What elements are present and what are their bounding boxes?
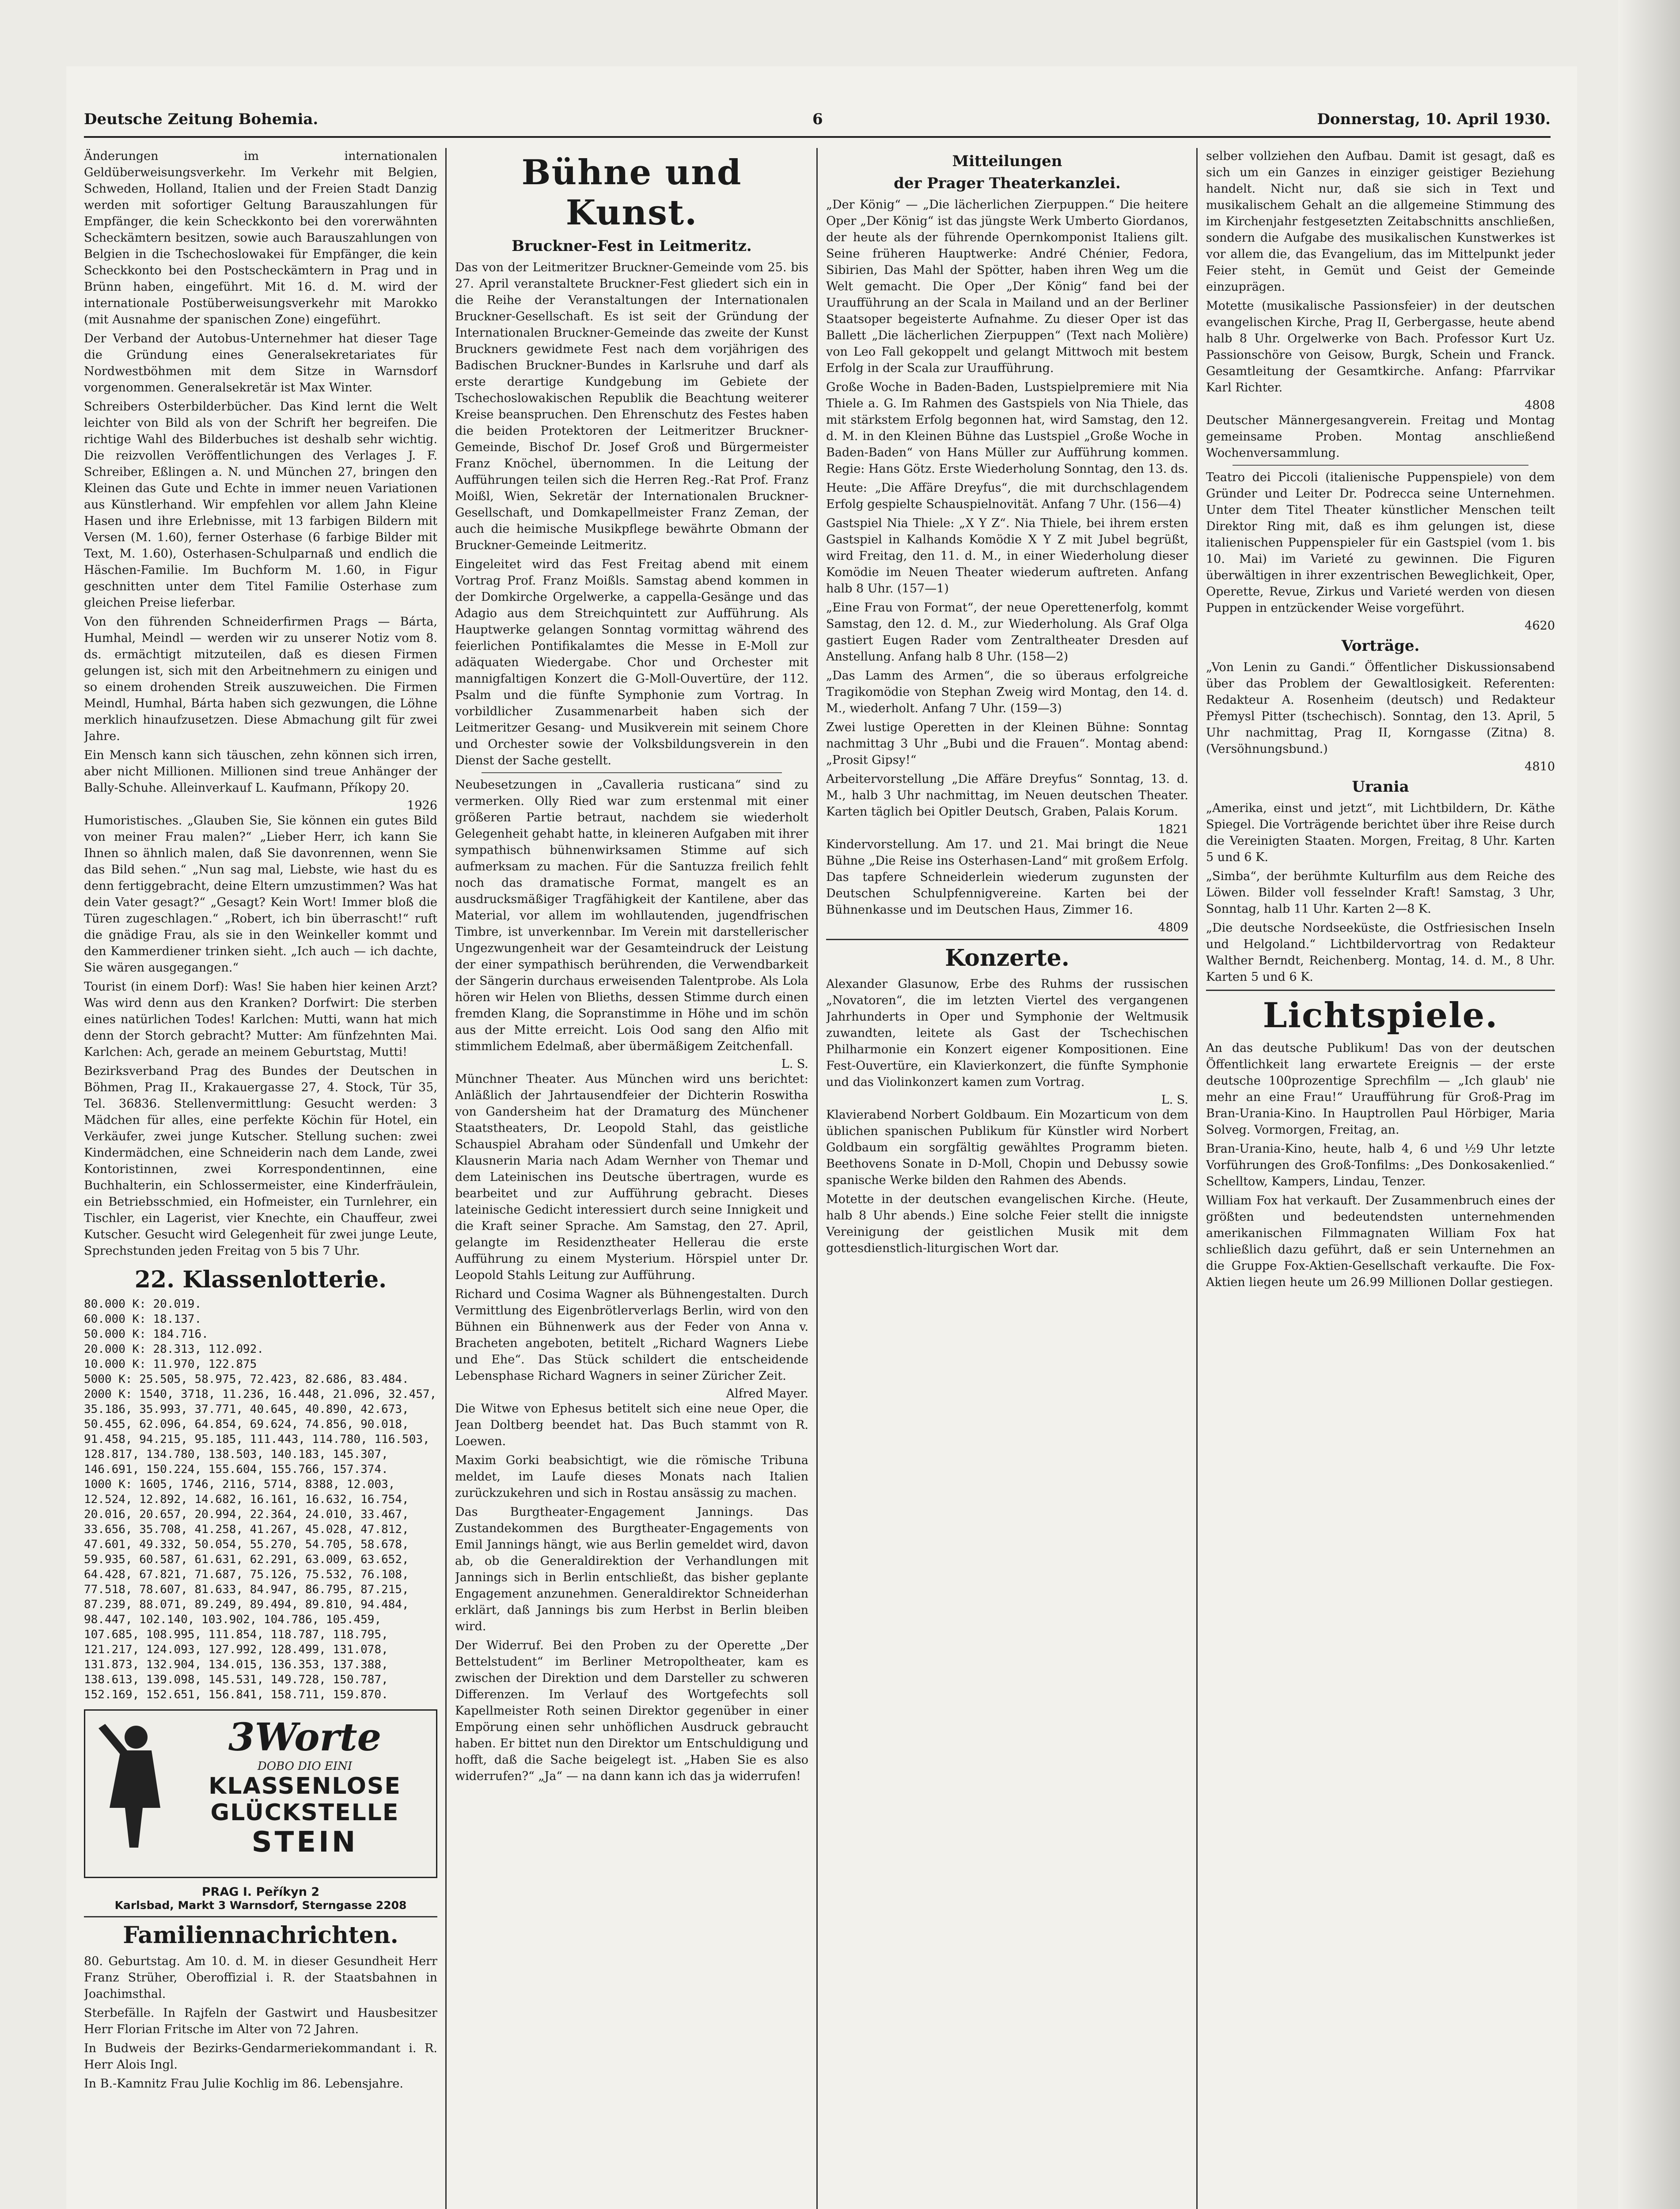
article: Maxim Gorki beabsichtigt, wie die römische Tribuna meldet, im Laufe dieses Monats nach Italien zurückzukehren und sich in Rostau ansässig zu machen. — [455, 1454, 808, 1500]
notice-number: 4809 — [1158, 921, 1188, 934]
rule — [84, 1916, 437, 1917]
section-heading-vortraege: Vorträge. — [1341, 637, 1420, 655]
article: Die Witwe von Ephesus betitelt sich eine neue Oper, die Jean Doltberg beendet hat. Das Buch stammt von R. Loewen. — [455, 1402, 808, 1448]
article: „Eine Frau von Format“, der neue Operettenerfolg, kommt Samstag, den 12. d. M., zur Wiederholung. Als Graf Olga gastiert Eugen Rader vom Zentraltheater Dresden auf Anstellung. Anfang halb 8 Uhr. (158—2) — [826, 601, 1188, 664]
article: Münchner Theater. Aus München wird uns berichtet: Anläßlich der Jahrtausendfeier der Dichterin Roswitha von Gandersheim hat der Dramaturg des Münchener Staatstheaters, Dr. Leopold Stahl, das geistliche Schauspiel Abraham oder Sündenfall und Umkehr der Klausnerin Maria nach Adam Wernher von Themar und dem Lateinischen ins Deutsche übertragen, wurde es bearbeitet und zur Aufführung gebracht. Dieses lateinische Gedicht interessiert durch seine Innigkeit und die Kraft seiner Sprache. Am Samstag, den 27. April, gelangte im Residenztheater Hellerau die erste Aufführung zu einem Mysterium. Hörspiel unter Dr. Leopold Stahls Leitung zur Aufführung. — [455, 1072, 808, 1282]
stein-lottery-advertisement — [84, 1709, 437, 1878]
notice: 80. Geburtstag. Am 10. d. M. in dieser Gesundheit Herr Franz Strüher, Oberoffizial i. R. der Staatsbahnen in Joachimsthal. — [84, 1955, 437, 2001]
column-divider — [816, 148, 818, 2209]
section-heading-mitteilungen: Mitteilungen — [952, 152, 1062, 170]
article: „Der König“ — „Die lächerlichen Zierpuppen.“ Die heitere Oper „Der König“ ist das jüngste Werk Umberto Giordanos, der heute als der führende Opernkomponist Italiens gilt. Seine früheren Hauptwerke: André Chénier, Fedora, Sibirien, Das Mahl der Spötter, haben ihren Weg um die Welt gemacht. Die Oper „Der König“ fand bei der Uraufführung an der Scala in Mailand und an der Berliner Staatsoper begeisterte Aufnahme. Zu dieser Oper ist das Ballett „Die lächerlichen Zierpuppen“ (Text nach Molière) von Leo Fall gekoppelt und gelangt Mittwoch mit bestem Erfolg in der Scala zur Uraufführung. — [826, 198, 1188, 375]
lottery-line: 60.000 K: 18.137. — [84, 1313, 202, 1326]
article: Das Burgtheater-Engagement Jannings. Das Zustandekommen des Burgtheater-Engagements von Emil Jannings hängt, wie aus Berlin gemeldet wird, davon ab, ob die Generaldirektion der Verhandlungen mit Jannings sich in Berlin entschließt, das bisher geplante Engagement anzunehmen. Generaldirektor Schneiderhan erklärt, daß Jannings bis zum Herbst in Berlin bleiben wird. — [455, 1505, 808, 1633]
column-2 — [455, 148, 808, 2209]
article: Arbeitervorstellung „Die Affäre Dreyfus“ Sonntag, 13. d. M., halb 3 Uhr nachmittag, im Neuen deutschen Theater. Karten täglich bei Opitler Deutsch, Graben, Palais Korum. — [826, 772, 1188, 819]
article: Gastspiel Nia Thiele: „X Y Z“. Nia Thiele, bei ihrem ersten Gastspiel in Kalhands Komödie X Y Z mit Jubel begrüßt, wird Freitag, den 11. d. M., in einer Wiederholung dieser Komödie im Neuen Theater wiederum auftreten. Anfang halb 8 Uhr. (157—1) — [826, 516, 1188, 596]
scan-margin — [1618, 0, 1680, 2209]
column-1 — [84, 148, 437, 2209]
newspaper-name: Deutsche Zeitung Bohemia. — [84, 110, 319, 128]
section-heading-buehne: Bühne und Kunst. — [521, 152, 742, 233]
column-divider — [445, 148, 447, 2209]
article: William Fox hat verkauft. Der Zusammenbruch eines der größten und bedeutendsten unternehmenden amerikanischen Filmmagnaten William Fox hat schließlich dazu geführt, daß er sein Unternehmen an die Gruppe Fox-Aktien-Gesellschaft verkaufte. Die Fox-Aktien liegen heute um 26.99 Millionen Dollar gestiegen. — [1206, 1194, 1555, 1289]
rule — [482, 772, 782, 773]
rule — [1233, 465, 1528, 466]
article: Humoristisches. „Glauben Sie, Sie können ein gutes Bild von meiner Frau malen?“ „Lieber Herr, ich kann Sie Ihnen so ähnlich malen, daß Sie davonrennen, wenn Sie das Bild sehen.“ „Nun sag mal, Liebste, wie hast du es denn fertiggebracht, deine Eltern umzustimmen? Was hat dein Vater gesagt?“ „Gesagt? Kein Wort! Immer bloß die Türen zugeschlagen.“ „Robert, ich bin überrascht!“ ruft die gnädige Frau, als sie in den Weinkeller kommt und den Kammerdiener trinken sieht. „Ich auch — ich dachte, Sie wären ausgegangen.“ — [84, 814, 437, 975]
article: „Amerika, einst und jetzt“, mit Lichtbildern, Dr. Käthe Spiegel. Die Vorträgende berichtet über ihre Reise durch die Vereinigten Staaten. Morgen, Freitag, 8 Uhr. Karten 5 und 6 K. — [1206, 801, 1555, 864]
column-3 — [826, 148, 1188, 2209]
notice-number: 4810 — [1525, 760, 1555, 774]
lottery-line: 50.000 K: 184.716. — [84, 1328, 209, 1341]
notice-number: 1821 — [1158, 823, 1188, 836]
lottery-line: 5000 K: 25.505, 58.975, 72.423, 82.686, 83.484. — [84, 1373, 409, 1386]
newspaper-page — [66, 66, 1577, 2209]
section-subheading: der Prager Theaterkanzlei. — [894, 175, 1121, 192]
lottery-results — [84, 1297, 437, 1702]
rule — [1206, 990, 1555, 991]
article: Änderungen im internationalen Geldüberweisungsverkehr. Im Verkehr mit Belgien, Schweden, Holland, Italien und der Freien Stadt Danzig werden mit sofortiger Geltung Barauszahlungen für Empfänger, die kein Scheckkonto bei den vorerwähnten Scheckämtern besitzen, sowie auch Barauszahlungen von Belgien in die Tschechoslowakei für Empfänger, die kein Scheckkonto bei den Postscheckämtern in Prag und in Brünn haben, eingeführt. Mit 16. d. M. wird der internationale Postüberweisungsverkehr mit Marokko (mit Ausnahme der spanischen Zone) eingeführt. — [84, 149, 437, 326]
article: Neubesetzungen in „Cavalleria rusticana“ sind zu vermerken. Olly Ried war zum erstenmal mit einer größeren Partie betraut, nachdem sie wiederholt Gelegenheit gehabt hatte, in kleineren Aufgaben mit ihrer sympathisch bühnenwirksamen Stimme auf sich aufmerksam zu machen. Für die Santuzza freilich fehlt noch das dramatische Format, mangelt es an ausdrucksmäßiger Tragfähigkeit der Kantilene, aber das Material, vor allem im wohllautenden, jugendfrischen Timbre, ist unverkennbar. Im Verein mit darstellerischer Ungezwungenheit war der Gesamteindruck der Leistung der einer sympathisch berührenden, die Verwendbarkeit der Sängerin durchaus erweisenden Talentprobe. Als Lola hören wir Helen von Blieths, dessen Stimme durch einen fremden Klang, die Sopranstimme in Höhe und im schön aus der Mitte erreicht. Lois Ood sang den Alfio mit stimmlichem Edelmaß, aber übermäßigem Zeitchenfall. — [455, 778, 808, 1053]
ad-address: Karlsbad, Markt 3 Warnsdorf, Sterngasse 2208 — [114, 1899, 407, 1912]
article: Von den führenden Schneiderfirmen Prags — Bárta, Humhal, Meindl — werden wir zu unserer Notiz vom 8. ds. ermächtigt mitzuteilen, daß es diesen Firmen gelungen ist, sich mit den Arbeitnehmern zu einigen und so einem drohenden Streik auszuweichen. Die Firmen Meindl, Humhal, Bárta haben sich gezwungen, die Löhne merklich hinaufzusetzen. Diese Abmachung gilt für zwei Jahre. — [84, 615, 437, 743]
ad-line: GLÜCKSTELLE — [210, 1799, 399, 1826]
article: Eingeleitet wird das Fest Freitag abend mit einem Vortrag Prof. Franz Moißls. Samstag abend kommen in der Domkirche Orgelwerke, a cappella-Gesänge und das Adagio aus dem Streichquintett zur Aufführung. Als Hauptwerke gelangen Sonntag vormittag während des feierlichen Pontifikalamtes die Messe in E-Moll zur adäquaten Wiedergabe. Chor und Orchester mit mannigfaltigen Konzert die G-Moll-Ouvertüre, der 112. Psalm und die fünfte Symphonie zum Vortrag. In vorbildlicher Zusammenarbeit haben sich der Leitmeritzer Gesang- und Musikverein mit seinem Chore und Orchester sowie der Volksbildungsverein in den Dienst der Sache gestellt. — [455, 558, 808, 767]
article: Zwei lustige Operetten in der Kleinen Bühne: Sonntag nachmittag 3 Uhr „Bubi und die Frauen“. Montag abend: „Prosit Gipsy!“ — [826, 721, 1188, 767]
lottery-line: 20.000 K: 28.313, 112.092. — [84, 1343, 264, 1356]
notice-number: 4808 — [1525, 399, 1555, 412]
notice-number: 4620 — [1525, 619, 1555, 633]
article: Richard und Cosima Wagner als Bühnengestalten. Durch Vermittlung des Eigenbrötlerverlags Berlin, wird von den Bühnen ein Bühnenwerk aus der Feder von Anna v. Bracheten angeboten, betitelt „Richard Wagners Liebe und Ehe“. Das Stück schildert die entscheidende Lebensphase Richard Wagners in seiner Züricher Zeit. — [455, 1287, 808, 1383]
article: „Simba“, der berühmte Kulturfilm aus dem Reiche des Löwen. Bilder voll fesselnder Kraft! Samstag, 3 Uhr, Sonntag, halb 11 Uhr. Karten 2—8 K. — [1206, 869, 1555, 916]
lottery-line: 80.000 K: 20.019. — [84, 1298, 202, 1311]
article: Kindervorstellung. Am 17. und 21. Mai bringt die Neue Bühne „Die Reise ins Osterhasen-Land“ mit großem Erfolg. Das tapfere Schneiderlein wiederum zugunsten der Deutschen Schulpfennigvereine. Karten bei der Bühnenkasse und im Deutschen Haus, Zimmer 16. — [826, 838, 1188, 917]
ad-brand: STEIN — [251, 1826, 358, 1859]
article: Motette (musikalische Passionsfeier) in der deutschen evangelischen Kirche, Prag II, Gerbergasse, heute abend halb 8 Uhr. Orgelwerke von Bach. Professor Kurt Uz. Passionschöre von Geisow, Burgk, Schein und Franck. Gesamtleitung der Gesamtkirche. Anfang: Pfarrvikar Karl Richter. — [1206, 299, 1555, 395]
article: Bran-Urania-Kino, heute, halb 4, 6 und ½9 Uhr letzte Vorführungen des Groß-Tonfilms: „Des Donkosakenlied.“ Schelltow, Kampers, Lindau, Tenzer. — [1206, 1142, 1555, 1188]
ad-subline: DOBO DIO EINI — [257, 1760, 353, 1773]
article: Motette in der deutschen evangelischen Kirche. (Heute, halb 8 Uhr abends.) Eine solche Feier stellt die innigste Vereinigung der geistlichen Musik mit dem gottesdienstlich-liturgischen Wort dar. — [826, 1192, 1188, 1255]
ad-address: PRAG I. Peříkyn 2 — [201, 1885, 320, 1899]
ad-text-block — [178, 1715, 432, 1859]
notice: Sterbefälle. In Rajfeln der Gastwirt und Hausbesitzer Herr Florian Fritsche im Alter von 72 Jahren. — [84, 2006, 437, 2036]
notice: In B.-Kamnitz Frau Julie Kochlig im 86. Lebensjahre. — [84, 2077, 403, 2091]
article: Teatro dei Piccoli (italienische Puppenspiele) von dem Gründer und Leiter Dr. Podrecca seine Unternehmen. Unter dem Titel Theater künstlicher Menschen teilt Direktor Ring mit, daß es ihm gelungen ist, diese italienischen Puppenspieler für ein Gastspiel (vom 1. bis 10. Mai) im Varieté zu gewinnen. Die Figuren überwältigen in ihrer exzentrischen Beweglichkeit, Oper, Operette, Revue, Zirkus und Varieté werden von diesen Puppen in entzückender Weise vorgeführt. — [1206, 471, 1555, 615]
column-divider — [1196, 148, 1198, 2209]
notice: In Budweis der Bezirks-Gendarmeriekommandant i. R. Herr Alois Ingl. — [84, 2042, 437, 2072]
section-heading-lichtspiele: Lichtspiele. — [1263, 995, 1498, 1036]
section-heading-family: Familiennachrichten. — [123, 1922, 398, 1949]
ad-headline: 3Worte — [228, 1715, 382, 1760]
article: Deutscher Männergesangverein. Freitag und Montag gemeinsame Proben. Montag anschließend Wochenversammlung. — [1206, 414, 1555, 460]
article: Klavierabend Norbert Goldbaum. Ein Mozarticum von dem üblichen spanischen Publikum für Künstler wird Norbert Goldbaum ein sorgfältig gewähltes Programm bieten. Beethovens Sonate in D-Moll, Chopin und Debussy sowie spanische Werke bilden den Rahmen des Abends. — [826, 1108, 1188, 1187]
issue-date: Donnerstag, 10. April 1930. — [1317, 110, 1551, 128]
article: Tourist (in einem Dorf): Was! Sie haben hier keinen Arzt? Was wird denn aus den Kranken? Dorfwirt: Die sterben eines natürlichen Todes! Karlchen: Mutti, wann hat mich denn der Storch gebracht? Mutter: Am fünfzehnten Mai. Karlchen: Ach, gerade an meinem Geburtstag, Mutti! — [84, 980, 437, 1059]
article: „Die deutsche Nordseeküste, die Ostfriesischen Inseln und Helgoland.“ Lichtbildervortrag von Redakteur Walther Berndt, Reichenberg. Montag, 14. d. M., 8 Uhr. Karten 5 und 6 K. — [1206, 921, 1555, 984]
article: Der Verband der Autobus-Unternehmer hat dieser Tage die Gründung eines Generalsekretariates für Nordwestböhmen mit dem Sitze in Warnsdorf vorgenommen. Generalsekretär ist Max Winter. — [84, 332, 437, 395]
article: Der Widerruf. Bei den Proben zu der Operette „Der Bettelstudent“ im Berliner Metropoltheater, kam es zwischen der Direktion und dem Darsteller zu schweren Differenzen. Im Verlauf des Wortgefechts soll Kapellmeister Roth seinen Direktor gegenüber in einer Empörung einen sehr unhöflichen Ausdruck gebraucht haben. Er bittet nun den Direktor um Entschuldigung und hofft, daß die Sache beigelegt ist. „Haben Sie es also widerrufen?“ „Ja“ — na dann kann ich das ja widerrufen! — [455, 1639, 808, 1783]
article: Heute: „Die Affäre Dreyfus“, die mit durchschlagendem Erfolg gespielte Schauspielnovität. Anfang 7 Uhr. (156—4) — [826, 481, 1188, 511]
lottery-line: 10.000 K: 11.970, 122.875 — [84, 1358, 257, 1371]
rule — [826, 939, 1188, 940]
article: An das deutsche Publikum! Das von der deutschen Öffentlichkeit lang erwartete Ereignis — der erste deutsche 100prozentige Sprechfilm — „Ich glaub' nie mehr an eine Frau!“ Uraufführung für Groß-Prag im Bran-Urania-Kino. In Hauptrollen Paul Hörbiger, Maria Solveg. Vormorgen, Freitag, an. — [1206, 1041, 1555, 1137]
header-rule — [84, 136, 1551, 138]
lottery-line: 1000 K: 1605, 1746, 2116, 5714, 8388, 12.003, 12.524, 12.892, 14.682, 16.161, 16.632, 16.754, 20.016, 20.657, 20.994, 22.364, 24.010, 33.467, 33.656, 35.708, 41.258, 41.267, 45.028, 47.812, 47.601, 49.332, 50.054, 55.270, 54.705, 58.678, 59.935, 60.587, 61.631, 62.291, 63.009, 63.652, 64.428, 67.821, 71.687, 75.126, 75.532, 76.108, 77.518, 78.607, 81.633, 84.947, 86.795, 87.215, 87.239, 88.071, 89.249, 89.494, 89.810, 94.484, 98.447, 102.140, 103.902, 104.786, 105.459, 107.685, 108.995, 111.854, 118.787, 118.795, 121.217, 124.093, 127.992, 128.499, 131.078, 131.873, 132.904, 134.015, 136.353, 137.388, 138.613, 139.098, 145.531, 149.728, 150.787, 152.169, 152.651, 156.841, 158.711, 159.870. — [84, 1478, 409, 1701]
article: „Das Lamm des Armen“, die so überaus erfolgreiche Tragikomödie von Stephan Zweig wird Montag, den 14. d. M., wiederholt. Anfang 7 Uhr. (159—3) — [826, 669, 1188, 715]
page-number: 6 — [812, 110, 823, 128]
article: Alexander Glasunow, Erbe des Ruhms der russischen „Novatoren“, die im letzten Viertel des vergangenen Jahrhunderts in Oper und Symphonie der Weltmusik zuwandten, leitete als Gast der Tschechischen Philharmonie ein Konzert eigener Kompositionen. Eine Fest-Ouvertüre, ein Klavierkonzert, die fünfte Symphonie und das Violinkonzert kamen zum Vortrag. — [826, 977, 1188, 1089]
figure-illustration — [94, 1719, 174, 1852]
column-4 — [1206, 148, 1555, 2209]
article: Große Woche in Baden-Baden, Lustspielpremiere mit Nia Thiele a. G. Im Rahmen des Gastspiels von Nia Thiele, das mit stärkstem Erfolg begonnen hat, wird Samstag, den 12. d. M. in den Kleinen Bühne das Lustspiel „Große Woche in Baden-Baden“ von Hans Müller zur Aufführung kommen. Regie: Hans Götz. Erste Wiederholung Sonntag, den 13. ds. — [826, 380, 1188, 476]
subheading-urania: Urania — [1352, 778, 1409, 796]
section-heading-konzerte: Konzerte. — [945, 945, 1069, 972]
author-initials: L. S. — [781, 1057, 808, 1071]
article: Das von der Leitmeritzer Bruckner-Gemeinde vom 25. bis 27. April veranstaltete Bruckner-Fest gliedert sich ein in die Reihe der Veranstaltungen der Internationalen Bruckner-Gesellschaft. Es ist seit der Gründung der Internationalen Bruckner-Gemeinde das zweite der Kunst Bruckners gewidmete Fest nach dem vorjährigen des Badischen Bruckner-Bundes in Karlsruhe und darf als erste derartige Kundgebung im Gebiete der Tschechoslowakischen Republik die Beachtung weiterer Kreise beanspruchen. Den Ehrenschutz des Festes haben die beiden Protektoren der Leitmeritzer Bruckner-Gemeinde, Bischof Dr. Josef Groß und Bürgermeister Franz Knöchel, übernommen. In die Leitung der Aufführungen teilen sich die Herren Reg.-Rat Prof. Franz Moißl, Wien, Sekretär der Internationalen Bruckner-Gesellschaft, und Domkapellmeister Franz Zeman, der auch die heimische Musikpflege bewährte Obmann der Bruckner-Gemeinde Leitmeritz. — [455, 261, 808, 552]
ad-line: KLASSENLOSE — [209, 1773, 401, 1799]
ad-number: 1926 — [407, 799, 437, 812]
article: Bezirksverband Prag des Bundes der Deutschen in Böhmen, Prag II., Krakauergasse 27, 4. Stock, Tür 35, Tel. 36836. Stellenvermittlung: Gesucht werden: 3 Mädchen für alles, eine perfekte Köchin für Hotel, ein Verkäufer, zwei junge Kutscher. Stellung suchen: zwei Kindermädchen, eine Schneiderin nach dem Lande, zwei Kontoristinnen, zwei Korrespondentinnen, eine Buchhalterin, ein Schlossermeister, eine Kinderfräulein, ein Betriebsschmied, ein Hofmeister, ein Turnlehrer, ein Tischler, ein Lagerist, vier Knechte, ein Chauffeur, zwei Kutscher. Gesucht wird Gelegenheit für zwei junge Leute, Sprechstunden jeden Freitag von 5 bis 7 Uhr. — [84, 1064, 437, 1258]
article: „Von Lenin zu Gandi.“ Öffentlicher Diskussionsabend über das Problem der Gewaltlosigkeit. Referenten: Redakteur A. Rosenheim (deutsch) und Redakteur Přemysl Pitter (tschechisch). Sonntag, den 13. April, 5 Uhr nachmittag, Prag II, Korngasse (Zitna) 8. (Versöhnungsbund.) — [1206, 660, 1555, 756]
author-initials: L. S. — [1161, 1093, 1188, 1107]
lottery-heading: 22. Klassenlotterie. — [134, 1266, 387, 1293]
article: selber vollziehen den Aufbau. Damit ist gesagt, daß es sich um ein Ganzes in einziger geistiger Beziehung handelt. Nicht nur, daß sie sich in Text und musikalischem Gehalt an die allgemeine Stimmung des im Kirchenjahr festgesetzten Zeitabschnitts anschließen, sondern die Aufgabe des musikalischen Kunstwerkes ist vor allem die, das Evangelium, das im Mittelpunkt jeder Feier steht, in Gemüt und Geist der Gemeinde einzuprägen. — [1206, 149, 1555, 294]
author-name: Alfred Mayer. — [726, 1387, 808, 1401]
page-header — [84, 106, 1551, 133]
lottery-line: 2000 K: 1540, 3718, 11.236, 16.448, 21.096, 32.457, 35.186, 35.993, 37.771, 40.645, 40.890, 42.673, 50.455, 62.096, 64.854, 69.624, 74.856, 90.018, 91.458, 94.215, 95.185, 111.443, 114.780, 116.503, 128.817, 134.780, 138.503, 140.183, 145.307, 146.691, 150.224, 155.604, 155.766, 157.374. — [84, 1388, 437, 1476]
article: Schreibers Osterbilderbücher. Das Kind lernt die Welt leichter von Bild als von der Schrift her begreifen. Die richtige Wahl des Bilderbuches ist deshalb sehr wichtig. Die reizvollen Veröffentlichungen des Verlages J. F. Schreiber, Eßlingen a. N. und München 27, bringen den Kleinen das Gute und Echte in immer neuen Variationen aus Künstlerhand. Wir empfehlen vor allem Jahn Kleine Hasen und ihre Erlebnisse, mit 13 farbigen Bildern mit Versen (M. 1.60), ferner Osterhase (6 farbige Bilder mit Text, M. 1.60), Osterhasen-Schulparnaß und endlich die Häschen-Familie. Im Buchform M. 1.60, in Figur geschnitten unter dem Titel Familie Osterhase zum gleichen Preise lieferbar. — [84, 400, 437, 610]
advertisement-text: Ein Mensch kann sich täuschen, zehn können sich irren, aber nicht Millionen. Millionen sind treue Anhänger der Bally-Schuhe. Alleinverkauf L. Kaufmann, Příkopy 20. — [84, 748, 437, 795]
article-title: Bruckner-Fest in Leitmeritz. — [512, 237, 752, 255]
